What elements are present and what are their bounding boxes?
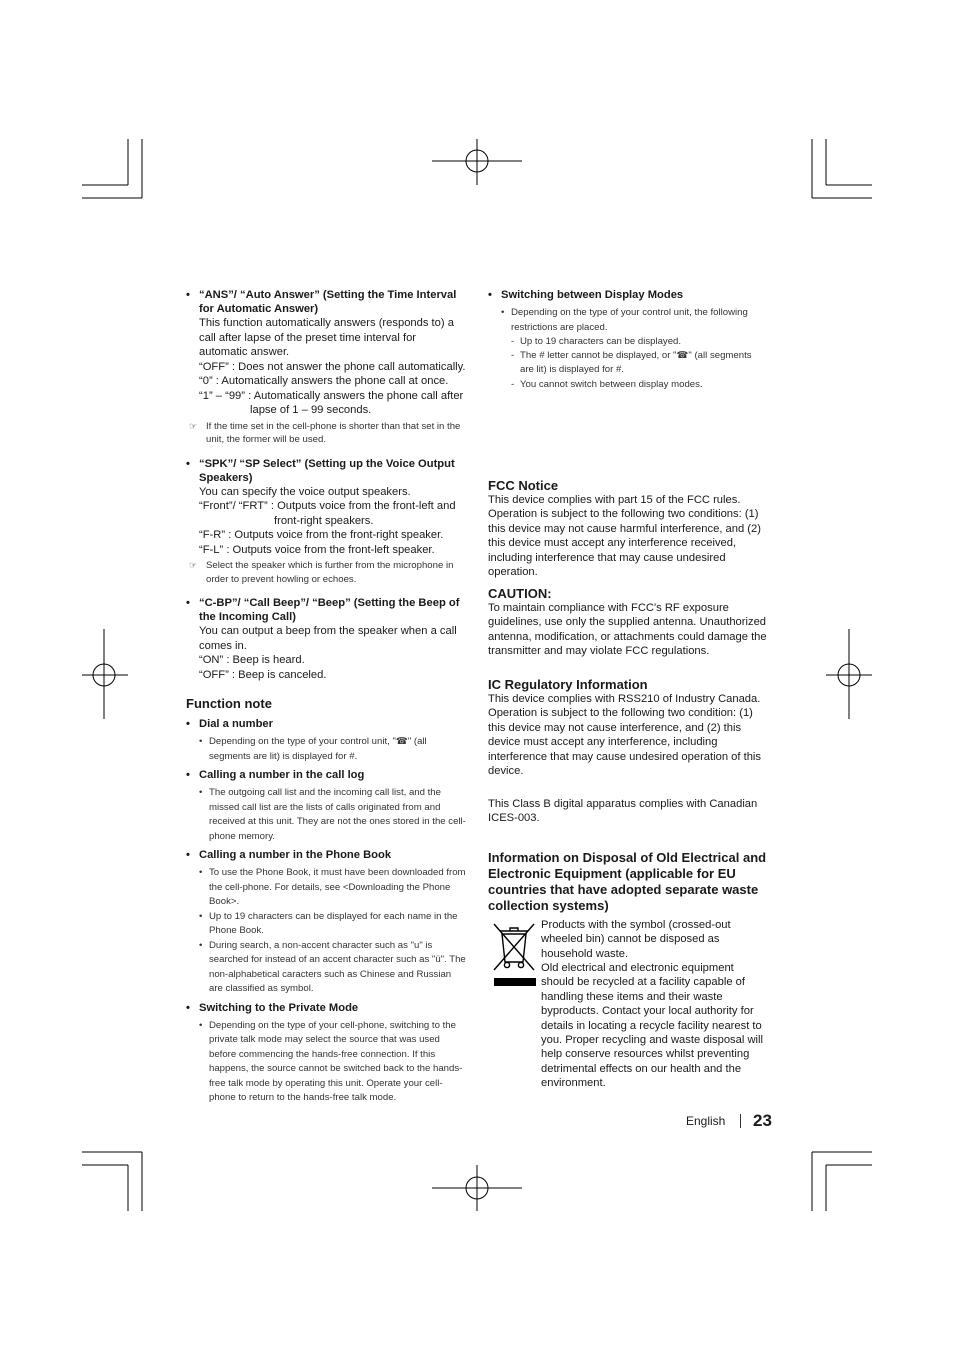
spk-option-fr: “F-R” : Outputs voice from the front-right speaker. (199, 529, 444, 541)
call-log-heading: • Calling a number in the call log (186, 768, 466, 782)
caution-section (488, 586, 768, 659)
spk-section (186, 457, 466, 587)
phone-book-item-2: • Up to 19 characters can be displayed for each name in the Phone Book. (186, 910, 466, 939)
footer-divider (740, 1114, 741, 1128)
fcc-title: FCC Notice (488, 477, 559, 493)
phone-book-heading: • Calling a number in the Phone Book (186, 848, 466, 862)
page-number: 23 (753, 1110, 772, 1130)
ans-heading: • “ANS”/ “Auto Answer” (Setting the Time Interval for Automatic Answer) (186, 288, 466, 316)
spk-body: You can specify the voice output speakers. (199, 485, 411, 498)
display-dash-1: - Up to 19 characters can be displayed. (488, 335, 768, 349)
display-heading: • Switching between Display Modes (488, 288, 768, 302)
note-hand-icon: ☞ (189, 420, 198, 431)
spk-note (186, 559, 466, 586)
cbp-section (186, 596, 466, 682)
ans-option-off: “OFF” : Does not answer the phone call automatically. (199, 360, 466, 373)
spk-note-text: Select the speaker which is further from the microphone in order to prevent howling or echoes. (206, 560, 454, 585)
cbp-option-on: “ON” : Beep is heard. (199, 654, 305, 666)
dial-item: • Depending on the type of your control unit, "☎" (all segments are lit) is displayed for #. (186, 735, 466, 764)
spk-option-front: “Front”/ “FRT” : Outputs voice from the front-left and front-right speakers. (199, 500, 456, 527)
private-item: • Depending on the type of your cell-phone, switching to the private talk mode may select the source that was used before commencing the hands-free connection. If this happens, the source cannot be switched back to the hands-free talk mode by operating this unit. Operate your cell-phone to return to the hands-free talk mode. (186, 1019, 466, 1106)
display-dash-3: - You cannot switch between display modes. (488, 378, 768, 392)
cbp-heading: • “C-BP”/ “Call Beep”/ “Beep” (Setting the Beep of the Incoming Call) (186, 596, 466, 624)
display-dash-2: - The # letter cannot be displayed, or "☎" (all segments are lit) is displayed for #. (488, 349, 768, 377)
function-note-title: Function note (186, 696, 272, 711)
cbp-body: You can output a beep from the speaker when a call comes in. (199, 625, 457, 652)
disposal-section (488, 850, 768, 1091)
spk-heading: • “SPK”/ “SP Select” (Setting up the Voice Output Speakers) (186, 457, 466, 485)
ans-option-zero: “0” : Automatically answers the phone call at once. (199, 375, 449, 387)
disposal-block (488, 918, 768, 1091)
ans-body: This function automatically answers (responds to) a call after lapse of the preset time interval for automatic answer. (199, 317, 454, 358)
phone-book-item-1: • To use the Phone Book, it must have been downloaded from the cell-phone. For details, see <Downloading the Phone Book>. (186, 866, 466, 910)
function-note-section (186, 696, 466, 1106)
ic-title: IC Regulatory Information (488, 676, 648, 692)
ic-body: This device complies with RSS210 of Industry Canada. Operation is subject to the following two condition: (1) this device may not cause interference, and (2) this device must accept any interference, including interference that may cause undesired operation of this device. (488, 692, 762, 778)
ic-classb: This Class B digital apparatus complies with Canadian ICES-003. (488, 797, 758, 825)
ans-option-range: “1” – “99” : Automatically answers the phone call after lapse of 1 – 99 seconds. (199, 389, 464, 416)
spk-option-fl: “F-L” : Outputs voice from the front-left speaker. (199, 543, 435, 556)
right-column (488, 288, 768, 1091)
phone-book-item-3: • During search, a non-accent character such as "u" is searched for instead of an accent character such as "ü". The non-alphabetical caracters such as Chinese and Russian are classified as symbol. (186, 939, 466, 997)
left-column (186, 288, 466, 1106)
display-item: • Depending on the type of your control unit, the following restrictions are placed. (488, 306, 768, 335)
ic-section (488, 677, 768, 826)
caution-title: CAUTION: (488, 585, 552, 601)
private-heading: • Switching to the Private Mode (186, 1001, 466, 1015)
footer-language: English (686, 1113, 726, 1128)
call-log-item: • The outgoing call list and the incoming call list, and the missed call list are the lists of calls originated from and received at this unit. They are not the ones stored in the cell-phone memory. (186, 786, 466, 844)
cbp-option-off: “OFF” : Beep is canceled. (199, 668, 327, 681)
page-footer (686, 1110, 772, 1131)
disposal-p2: Old electrical and electronic equipment should be recycled at a facility capable of handling these items and their waste byproducts. Contact your local authority for details in locating a recycle facility nearest to you. Proper recycling and waste disposal will help conserve resources whilst preventing detrimental effects on our health and the environment. (541, 962, 763, 1090)
dial-heading: • Dial a number (186, 717, 466, 731)
display-section (488, 288, 768, 392)
disposal-p1: Products with the symbol (crossed-out wheeled bin) cannot be disposed as household waste. (541, 918, 731, 960)
fcc-body: This device complies with part 15 of the FCC rules. Operation is subject to the following two conditions: (1) this device may not cause harmful interference, and (2) this device must accept any interference received, including interference that may cause undesired operation. (488, 493, 761, 579)
note-hand-icon: ☞ (189, 560, 198, 570)
ans-note (186, 420, 466, 447)
ans-section (186, 288, 466, 447)
ans-note-text: If the time set in the cell-phone is shorter than that set in the unit, the former will be used. (206, 420, 461, 445)
fcc-section (488, 478, 768, 580)
crossed-out-bin-icon (490, 920, 538, 990)
disposal-title: Information on Disposal of Old Electrical and Electronic Equipment (applicable for EU countries that have adopted separate waste collection systems) (488, 849, 767, 913)
caution-body: To maintain compliance with FCC's RF exposure guidelines, use only the supplied antenna. Unauthorized antenna, modification, or attachments could damage the transmitter and may violate FCC regulations. (488, 601, 767, 658)
